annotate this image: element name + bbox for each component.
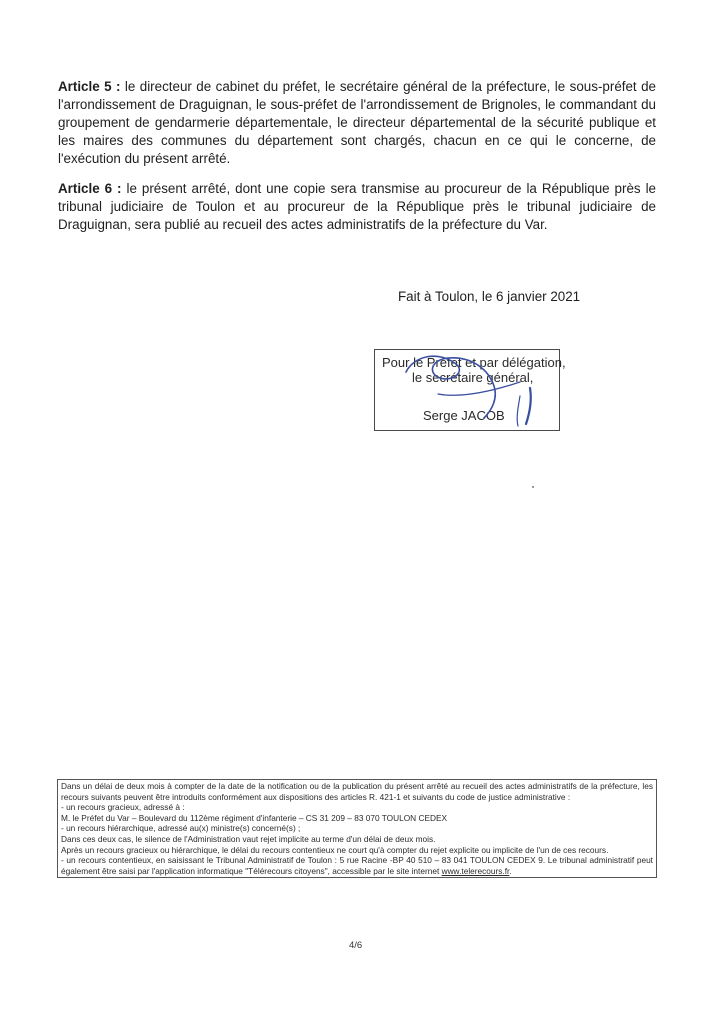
legal-recours-gracieux: - un recours gracieux, adressé à : <box>61 802 185 813</box>
legal-recours-contentieux <box>61 855 653 876</box>
stamp-signatory-name: Serge JACOB <box>423 408 505 423</box>
article-5-text: le directeur de cabinet du préfet, le secrétaire général de la préfecture, le sous-préfet de l'arrondissement de Draguignan, le sous-préfet de l'arrondissement de Brignoles, le commandant du groupement de gendarmerie départementale, le directeur départemental de la sécurité publique et les maires des communes du département sont chargés, chacun en ce qui le concerne, de l'exécution du présent arrêté. <box>58 79 656 166</box>
date-place-line: Fait à Toulon, le 6 janvier 2021 <box>398 289 581 304</box>
legal-intro: Dans un délai de deux mois à compter de la date de la notification ou de la publication du présent arrêté au recueil des actes administratifs de la préfecture, les recours suivants peuvent être introduits conformément aux dispositions des articles R. 421-1 et suivants du code de justice administrative : <box>61 781 653 802</box>
handwritten-signature <box>370 338 570 438</box>
article-6-text: le présent arrêté, dont une copie sera transmise au procureur de la République près le tribunal judiciaire de Toulon et au procureur de la République près le tribunal judiciaire de Draguignan, sera publié au recueil des actes administratifs de la préfecture du Var. <box>58 181 656 232</box>
legal-end-punct: . <box>509 865 512 876</box>
stamp-line-1: Pour le Préfet et par délégation, <box>382 355 566 370</box>
page-number: 4/6 <box>349 940 363 951</box>
legal-notice-box <box>57 779 657 878</box>
speck <box>532 486 534 488</box>
stamp-line-2: le secrétaire général, <box>412 370 534 385</box>
legal-contentieux-text: - un recours contentieux, en saisissant le Tribunal Administratif de Toulon : 5 rue Racine -BP 40 510 – 83 041 TOULON CEDEX 9. Le tribunal administratif peut également être saisi par l'application informatique "Télérecours citoyens", accessible par le site internet <box>61 855 653 876</box>
legal-silence: Dans ces deux cas, le silence de l'Administration vaut rejet implicite au terme d'un délai de deux mois. <box>61 833 436 844</box>
article-6-label: Article 6 : <box>58 181 122 196</box>
legal-delai: Après un recours gracieux ou hiérarchique, le délai du recours contentieux ne court qu'à compter du rejet explicite ou implicite de l'un de ces recours. <box>61 844 609 855</box>
article-5 <box>58 78 656 168</box>
legal-recours-hierarchique: - un recours hiérarchique, adressé au(x) ministre(s) concerné(s) ; <box>61 823 301 834</box>
article-6 <box>58 180 656 234</box>
legal-prefet-address: M. le Préfet du Var – Boulevard du 112ème régiment d'infanterie – CS 31 209 – 83 070 TOULON CEDEX <box>61 812 448 823</box>
telerecours-link[interactable]: www.telerecours.fr <box>441 865 510 876</box>
article-5-label: Article 5 : <box>58 79 121 94</box>
